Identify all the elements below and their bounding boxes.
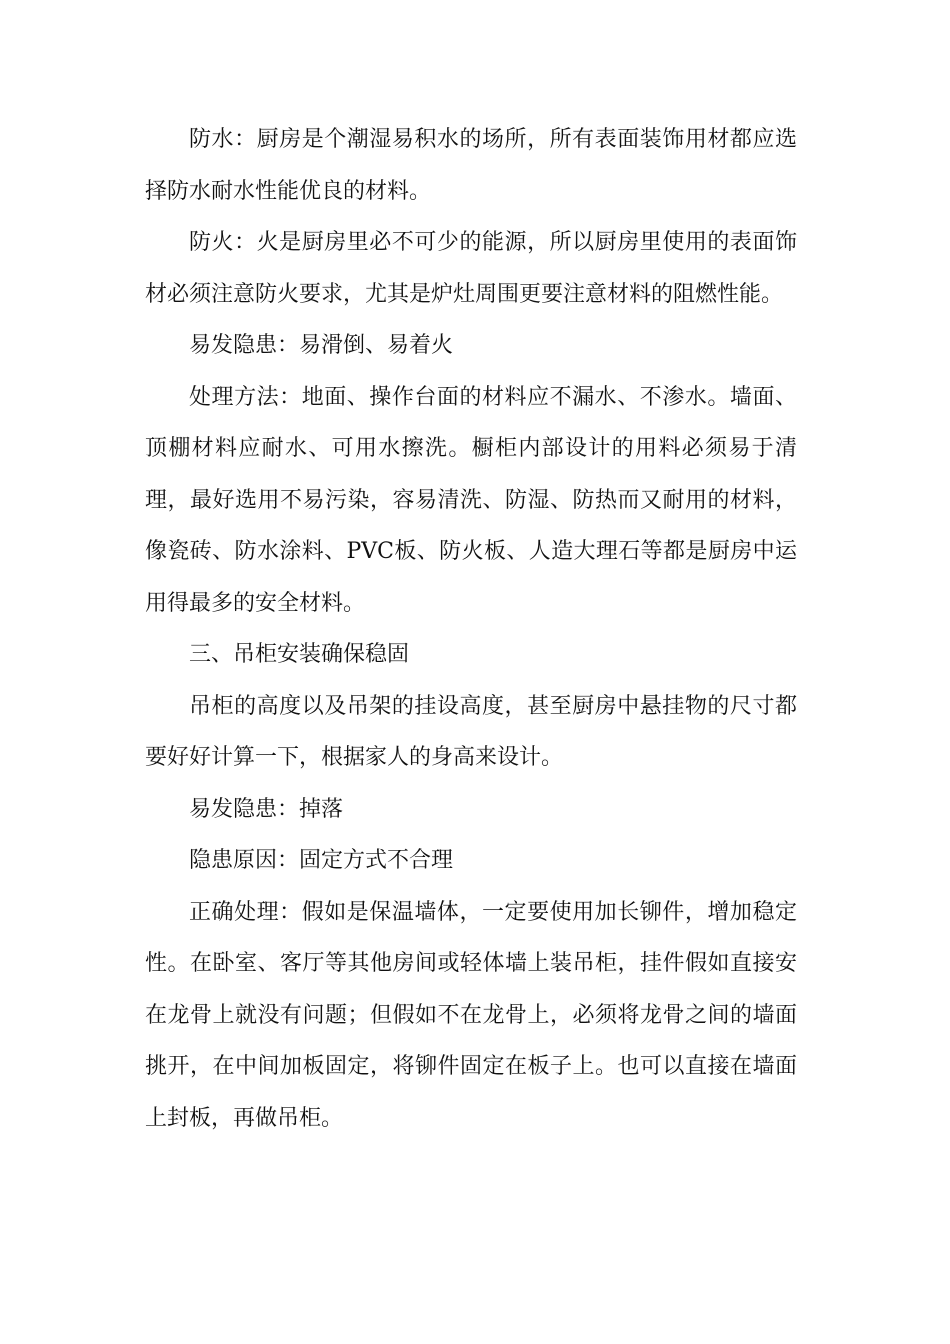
document-body [145,114,797,1144]
paragraph-waterproof: 防水：厨房是个潮湿易积水的场所，所有表面装饰用材都应选择防水耐水性能优良的材料。 [145,127,797,204]
paragraph-hazard-slip-fire: 易发隐患：易滑倒、易着火 [189,333,454,358]
paragraph-correct-treatment: 正确处理：假如是保温墙体，一定要使用加长铆件，增加稳定性。在卧室、客厅等其他房间或轻体墙上装吊柜，挂件假如直接安在龙骨上就没有问题；但假如不在龙骨上，必须将龙骨之间的墙面挑开，在中间加板固定，将铆件固定在板子上。也可以直接在墙面上封板，再做吊柜。 [145,899,797,1131]
paragraph-treatment-method: 处理方法：地面、操作台面的材料应不漏水、不渗水。墙面、顶棚材料应耐水、可用水擦洗。橱柜内部设计的用料必须易于清理，最好选用不易污染，容易清洗、防湿、防热而又耐用的材料，像瓷砖、防水涂料、PVC板、防火板、人造大理石等都是厨房中运用得最多的安全材料。 [145,384,797,616]
section-heading-cabinet: 三、吊柜安装确保稳固 [189,642,410,667]
paragraph-fireproof: 防火：火是厨房里必不可少的能源，所以厨房里使用的表面饰材必须注意防火要求，尤其是炉灶周围更要注意材料的阻燃性能。 [145,230,797,307]
paragraph-hazard-falling: 易发隐患：掉落 [189,796,344,822]
paragraph-cabinet-height: 吊柜的高度以及吊架的挂设高度，甚至厨房中悬挂物的尺寸都要好好计算一下，根据家人的身高来设计。 [145,693,797,770]
paragraph-hazard-cause: 隐患原因：固定方式不合理 [189,848,454,873]
